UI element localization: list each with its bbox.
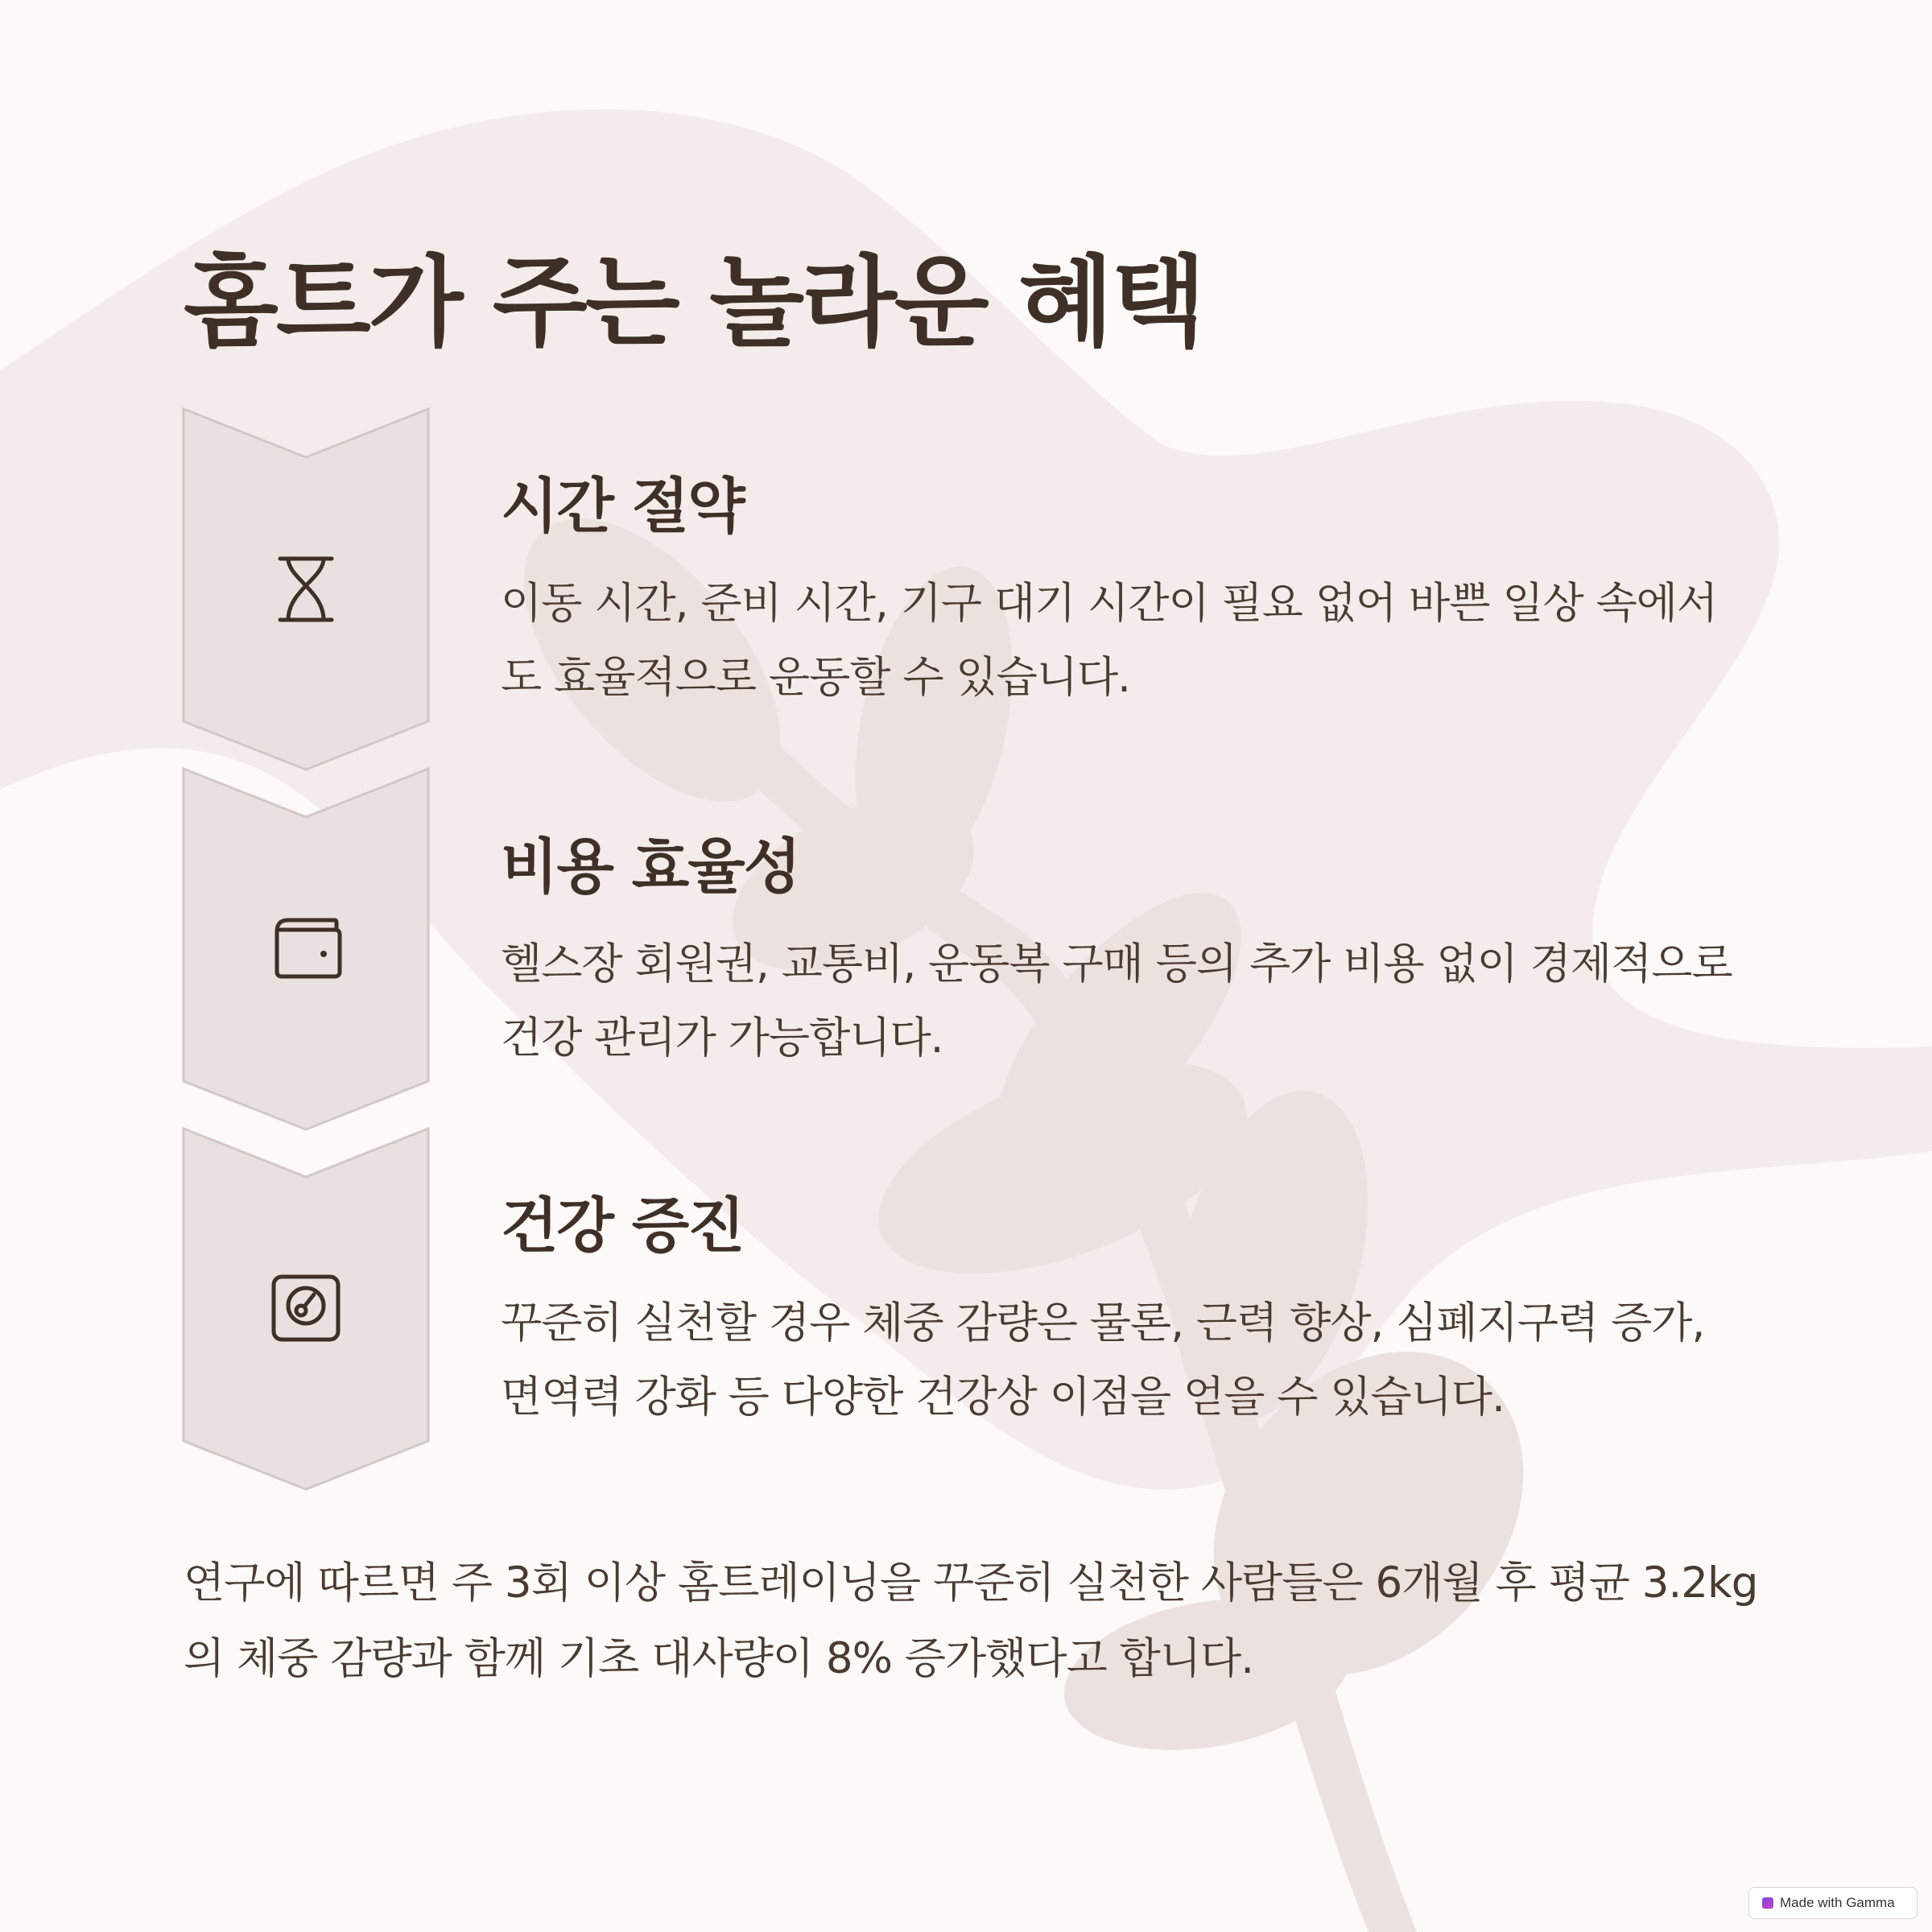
made-with-gamma-badge[interactable] xyxy=(1748,1887,1918,1919)
benefit-heading: 건강 증진 xyxy=(501,1191,744,1261)
benefit-text: 꾸준히 실천할 경우 체중 감량은 물론, 근력 향상, 심폐지구력 증가, 면역력 강화 등 다양한 건강상 이점을 얻을 수 있습니다. xyxy=(501,1298,1705,1422)
benefit-heading: 시간 절약 xyxy=(501,472,744,541)
page-title: 홈트가 주는 놀라운 혜택 xyxy=(184,246,1203,360)
step-chevron-2 xyxy=(182,767,430,1131)
scale-icon xyxy=(269,1270,343,1344)
gamma-logo-icon xyxy=(1762,1897,1773,1909)
step-chevron-1 xyxy=(182,407,430,771)
benefit-heading: 비용 효율성 xyxy=(501,832,800,902)
benefit-text: 헬스장 회원권, 교통비, 운동복 구매 등의 추가 비용 없이 경제적으로 건강 관리가 가능합니다. xyxy=(501,939,1732,1063)
hourglass-icon xyxy=(269,552,343,626)
research-footnote: 연구에 따르면 주 3회 이상 홈트레이닝을 꾸준히 실천한 사람들은 6개월 후 평균 3.2kg의 체중 감량과 함께 기초 대사량이 8% 증가했다고 합니다. xyxy=(184,1558,1758,1683)
benefit-health xyxy=(501,1179,1757,1435)
benefit-text: 이동 시간, 준비 시간, 기구 대기 시간이 필요 없어 바쁜 일상 속에서도 효율적으로 운동할 수 있습니다. xyxy=(501,579,1718,702)
step-chevron-3 xyxy=(182,1127,430,1491)
badge-label: Made with Gamma xyxy=(1780,1895,1895,1910)
wallet-icon xyxy=(269,910,343,985)
benefit-cost-efficiency xyxy=(501,819,1757,1075)
benefit-time-saving xyxy=(501,459,1757,715)
